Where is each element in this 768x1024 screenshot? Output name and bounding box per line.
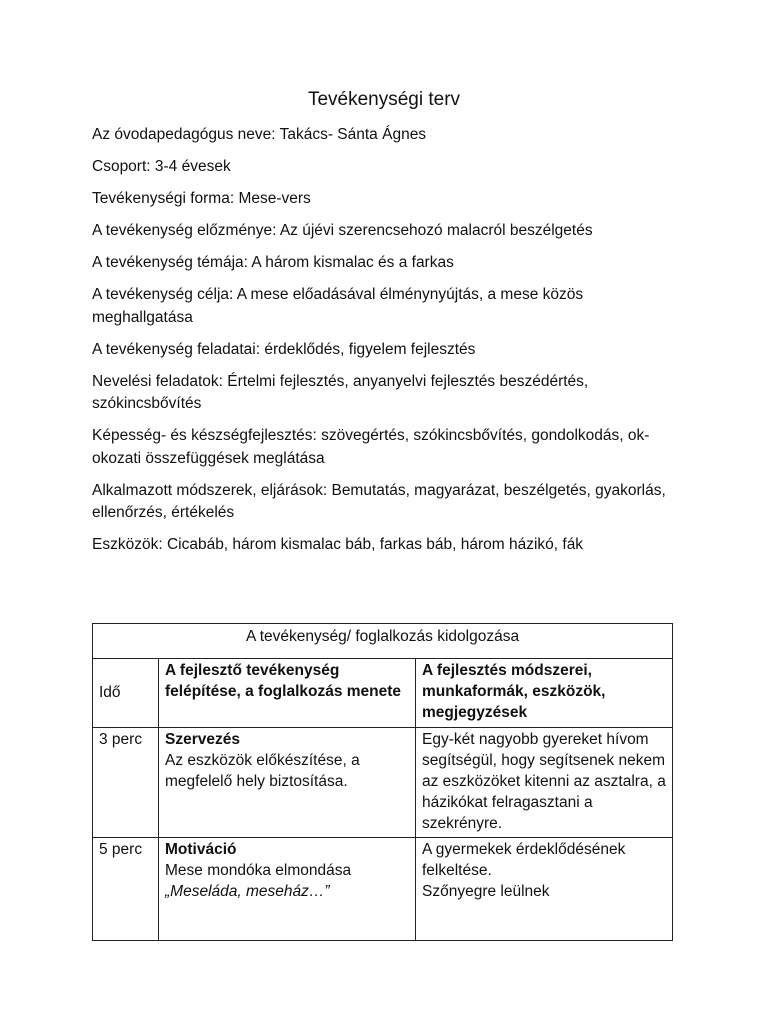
field-activity-form: Tevékenységi forma: Mese-vers — [92, 190, 311, 207]
activity-plan-table — [92, 623, 673, 941]
field-topic: A tevékenység témája: A három kismalac és a farkas — [92, 254, 454, 271]
step-quote: „Meseláda, meseház…” — [165, 883, 330, 900]
field-goal: A tevékenység célja: A mese előadásával élménynyújtás, a mese közös meghallgatása — [92, 286, 584, 326]
field-teacher-name: Az óvodapedagógus neve: Takács- Sánta Ágnes — [92, 126, 427, 143]
step-text: Az eszközök előkészítése, a megfelelő hely biztosítása. — [165, 752, 360, 790]
table-row — [93, 838, 673, 941]
table-caption-row — [93, 624, 673, 659]
row-step — [159, 728, 416, 838]
table-header-row — [93, 659, 673, 728]
field-methods: Alkalmazott módszerek, eljárások: Bemutatás, magyarázat, beszélgetés, gyakorlás, ellenőrzés, értékelés — [92, 481, 666, 521]
table-caption: A tevékenység/ foglalkozás kidolgozása — [93, 624, 673, 659]
field-educational-tasks: Nevelési feladatok: Értelmi fejlesztés, anyanyelvi fejlesztés beszédértés, szókincsbővítés — [92, 372, 589, 412]
header-time: Idő — [93, 659, 159, 728]
header-structure: A fejlesztő tevékenység felépítése, a foglalkozás menete — [159, 659, 416, 728]
row-step — [159, 838, 416, 941]
step-title: Szervezés — [165, 731, 240, 748]
row-time: 5 perc — [93, 838, 159, 941]
row-notes — [416, 838, 673, 941]
document-title: Tevékenységi terv — [307, 89, 461, 110]
step-title: Motiváció — [165, 841, 237, 858]
field-group: Csoport: 3-4 évesek — [92, 158, 231, 175]
notes-text: A gyermekek érdeklődésének felkeltése. — [422, 841, 626, 879]
field-tasks: A tevékenység feladatai: érdeklődés, figyelem fejlesztés — [92, 340, 476, 358]
field-antecedent: A tevékenység előzménye: Az újévi szerencsehozó malacról beszélgetés — [92, 222, 593, 239]
step-text: Mese mondóka elmondása — [165, 862, 352, 879]
notes-extra: Szőnyegre leülnek — [422, 883, 550, 900]
field-skill-development: Képesség- és készségfejlesztés: szövegértés, szókincsbővítés, gondolkodás, ok-okozati összefüggések meglátása — [92, 427, 650, 467]
header-methods: A fejlesztés módszerei, munkaformák, eszközök, megjegyzések — [416, 659, 673, 728]
field-tools: Eszközök: Cicabáb, három kismalac báb, farkas báb, három házikó, fák — [92, 536, 584, 553]
row-notes: Egy-két nagyobb gyereket hívom segítségül, hogy segítsenek nekem az eszközöket kitenni az asztalra, a házikókat felragasztani a szekrényre. — [416, 728, 673, 838]
table-row — [93, 728, 673, 838]
document-fields — [92, 124, 682, 566]
row-time: 3 perc — [93, 728, 159, 838]
